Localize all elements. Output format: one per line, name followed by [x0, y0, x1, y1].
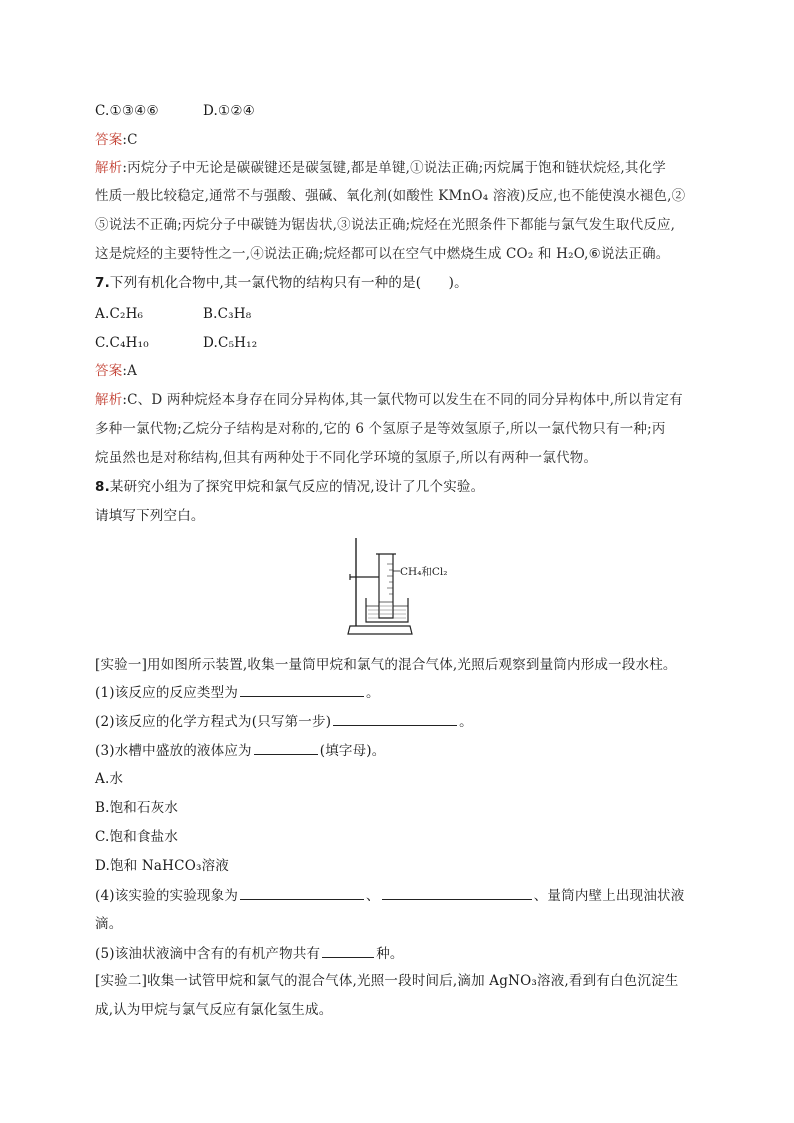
- q7-option-c: C.C₄H₁₀: [95, 335, 149, 351]
- q7-option-d: D.C₅H₁₂: [203, 335, 258, 351]
- q8-instruction: 请填写下列空白。: [95, 508, 205, 524]
- sub-question-tail: (填字母)。: [319, 743, 386, 759]
- q8-choice-d: D.饱和 NaHCO₃溶液: [95, 858, 229, 874]
- q8-stem: [95, 477, 484, 497]
- analysis-text: :C、D 两种烷烃本身存在同分异构体,其一氯代物可以发生在不同的同分异构体中,所以肯定有: [122, 392, 683, 408]
- answer-value: :C: [122, 132, 138, 148]
- q6-analysis-line-2: 性质一般比较稳定,通常不与强酸、强碱、氧化剂(如酸性 KMnO₄ 溶液)反应,也不能使溴水褪色,②: [95, 188, 686, 204]
- analysis-text: :丙烷分子中无论是碳碳键还是碳氢键,都是单键,①说法正确;丙烷属于饱和链状烷烃,其化学: [122, 160, 666, 176]
- diagram-label: CH₄和Cl₂: [400, 566, 448, 578]
- answer-blank[interactable]: [333, 711, 457, 726]
- q8-sub-3: [95, 740, 385, 761]
- q7-analysis-line-1: [95, 390, 683, 410]
- q6-option-c: C.①③④⑥: [95, 103, 159, 119]
- q8-experiment-2-line-2: 成,认为甲烷与氯气反应有氯化氢生成。: [95, 1002, 333, 1018]
- q7-analysis-line-3: 烷虽然也是对称结构,但其有两种处于不同化学环境的氢原子,所以有两种一氯代物。: [95, 450, 598, 466]
- q7-options-row-2: [95, 333, 257, 353]
- answer-label: 答案: [95, 132, 123, 148]
- question-text: 某研究小组为了探究甲烷和氯气反应的情况,设计了几个实验。: [109, 479, 485, 495]
- q8-sub-2: [95, 711, 473, 732]
- q8-choice-a: A.水: [95, 771, 124, 787]
- q7-option-b: B.C₃H₈: [203, 306, 252, 322]
- q7-stem: [95, 273, 468, 293]
- period: 。: [459, 714, 473, 730]
- period: 。: [366, 685, 380, 701]
- q8-choice-c: C.饱和食盐水: [95, 829, 179, 845]
- sub-question-text: (2)该反应的化学方程式为(只写第一步): [95, 714, 332, 730]
- q7-analysis-line-2: 多种一氯代物;乙烷分子结构是对称的,它的 6 个氢原子是等效氢原子,所以一氯代物只有一种;丙: [95, 421, 666, 437]
- q8-sub-5: [95, 943, 404, 964]
- question-number: 7.: [95, 275, 110, 291]
- answer-value: :A: [122, 363, 138, 379]
- q6-analysis-line-1: [95, 158, 666, 178]
- q6-answer: [95, 130, 138, 150]
- q8-sub-1: [95, 682, 380, 703]
- apparatus-diagram: [340, 534, 470, 638]
- q7-option-a: A.C₂H₆: [95, 306, 144, 322]
- answer-blank[interactable]: [322, 943, 374, 958]
- q6-option-d: D.①②④: [203, 103, 255, 119]
- sub-question-text: (4)该实验的实验现象为: [95, 888, 239, 904]
- q8-choice-b: B.饱和石灰水: [95, 800, 179, 816]
- answer-blank[interactable]: [240, 885, 364, 900]
- answer-label: 答案: [95, 363, 123, 379]
- answer-blank[interactable]: [254, 740, 318, 755]
- answer-blank[interactable]: [382, 885, 532, 900]
- q8-sub-4-cont: 滴。: [95, 916, 123, 932]
- answer-blank[interactable]: [240, 682, 364, 697]
- question-number: 8.: [95, 479, 110, 495]
- q8-experiment-1: [实验一]用如图所示装置,收集一量筒甲烷和氯气的混合气体,光照后观察到量筒内形成一段水柱。: [95, 657, 677, 673]
- analysis-label: 解析: [95, 160, 123, 176]
- q6-options-row: [95, 101, 255, 121]
- q7-options-row-1: [95, 304, 251, 324]
- analysis-label: 解析: [95, 392, 123, 408]
- sub-question-text: (1)该反应的反应类型为: [95, 685, 239, 701]
- sub-question-text: (3)水槽中盛放的液体应为: [95, 743, 252, 759]
- q7-answer: [95, 361, 137, 381]
- sub-question-tail: 种。: [376, 946, 404, 962]
- apparatus-illustration: [340, 534, 470, 638]
- sub-question-text: (5)该油状液滴中含有的有机产物共有: [95, 946, 321, 962]
- q8-experiment-2-line-1: [实验二]收集一试管甲烷和氯气的混合气体,光照一段时间后,滴加 AgNO₃溶液,看到有白色沉淀生: [95, 973, 679, 989]
- q8-sub-4: [95, 885, 684, 906]
- question-text: 下列有机化合物中,其一氯代物的结构只有一种的是( )。: [109, 275, 468, 291]
- q6-analysis-line-3: ⑤说法不正确;丙烷分子中碳链为锯齿状,③说法正确;烷烃在光照条件下都能与氯气发生取代反应,: [95, 217, 676, 233]
- q6-analysis-line-4: 这是烷烃的主要特性之一,④说法正确;烷烃都可以在空气中燃烧生成 CO₂ 和 H₂O,⑥说法正确。: [95, 246, 670, 262]
- sub-question-tail: 、量筒内壁上出现油状液: [533, 888, 685, 904]
- separator: 、: [366, 888, 380, 904]
